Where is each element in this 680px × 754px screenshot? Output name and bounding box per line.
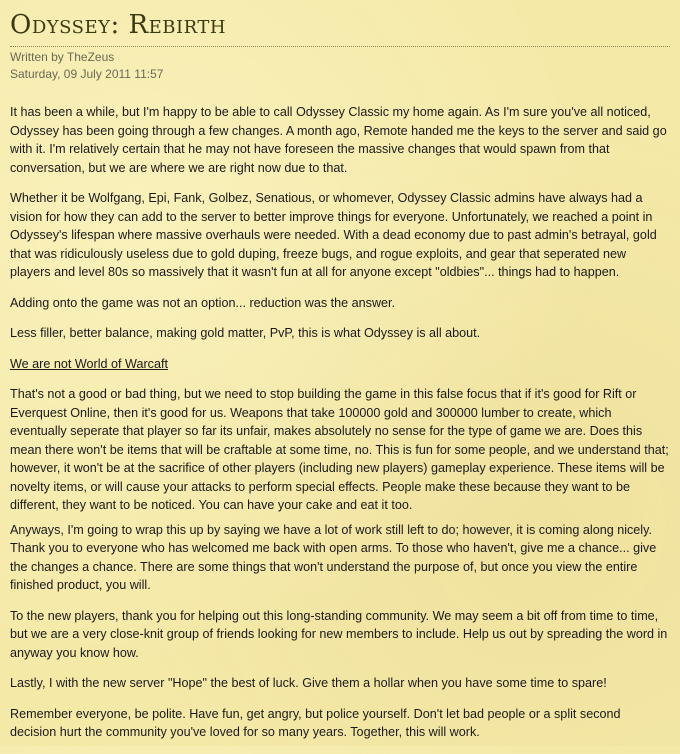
paragraph: Anyways, I'm going to wrap this up by saying we have a lot of work still left to do; however, it is coming along nicely. Thank you to everyone who has welcomed me back with open arms. To those who haven't, give me a chance... give the changes a chance. There are some things that won't understand the purpose of, but once you view the entire finished product, you will. xyxy=(10,522,657,592)
article-title: Odyssey: Rebirth xyxy=(10,10,227,40)
paragraph: Adding onto the game was not an option... reduction was the answer. xyxy=(10,295,396,310)
paragraph: Remember everyone, be polite. Have fun, get angry, but police yourself. Don't let bad people or a split second decision hurt the community you've loved for so many years. Together, this will work. xyxy=(10,706,621,739)
article-body xyxy=(10,103,670,742)
paragraph: That's not a good or bad thing, but we need to stop building the game in this false focus that if it's good for Rift or Everquest Online, then it's good for us. Weapons that take 100000 gold and 300000 lumber to create, which eventually seperate that player so far its unfair, makes absolutely no sense for the type of game we are. Does this mean there won't be items that will be craftable at some time, no. This is fun for some people, and we understand that; however, it won't be at the sacrifice of other players (including new players) gameplay experience. These items will be novelty items, or will cause your attacks to perform special effects. People make these because they want to be different, they want to be noticed. You can have your cake and eat it too. xyxy=(10,387,669,512)
article xyxy=(10,0,670,754)
paragraph: To the new players, thank you for helping out this long-standing community. We may seem a bit off from time to time, but we are a very close-knit group of friends looking for new members to include. Help us out by spreading the word in anyway you know how. xyxy=(10,608,668,660)
paragraph: Whether it be Wolfgang, Epi, Fank, Golbez, Senatious, or whomever, Odyssey Classic admins have always had a vision for how they can add to the server to better improve things for everyone. Unfortunately, we reached a point in Odyssey's lifespan where massive overhauls were needed. With a dead economy due to past admin's betrayal, gold that was ridiculously useless due to gold duping, freeze bugs, and rogue exploits, and gear that seperated new players and level 80s so massively that it wasn't fun at all for anyone except "oldbies"... things had to happen. xyxy=(10,191,657,279)
section-subheading: We are not World of Warcaft xyxy=(10,356,168,371)
date-line: Saturday, 09 July 2011 11:57 xyxy=(10,67,164,81)
article-meta xyxy=(10,49,670,83)
paragraph: Lastly, I with the new server "Hope" the best of luck. Give them a hollar when you have some time to spare! xyxy=(10,676,607,690)
paragraph: Less filler, better balance, making gold matter, PvP, this is what Odyssey is all about. xyxy=(10,326,481,340)
title-divider xyxy=(10,46,670,47)
paragraph: It has been a while, but I'm happy to be able to call Odyssey Classic my home again. As I'm sure you've all noticed, Odyssey has been going through a few changes. A month ago, Remote handed me the keys to the server and said go with it. I'm relatively certain that he may not have foreseen the massive changes that would spawn from that conversation, but we are where we are right now due to that. xyxy=(10,105,667,175)
author-line: Written by TheZeus xyxy=(10,50,115,64)
